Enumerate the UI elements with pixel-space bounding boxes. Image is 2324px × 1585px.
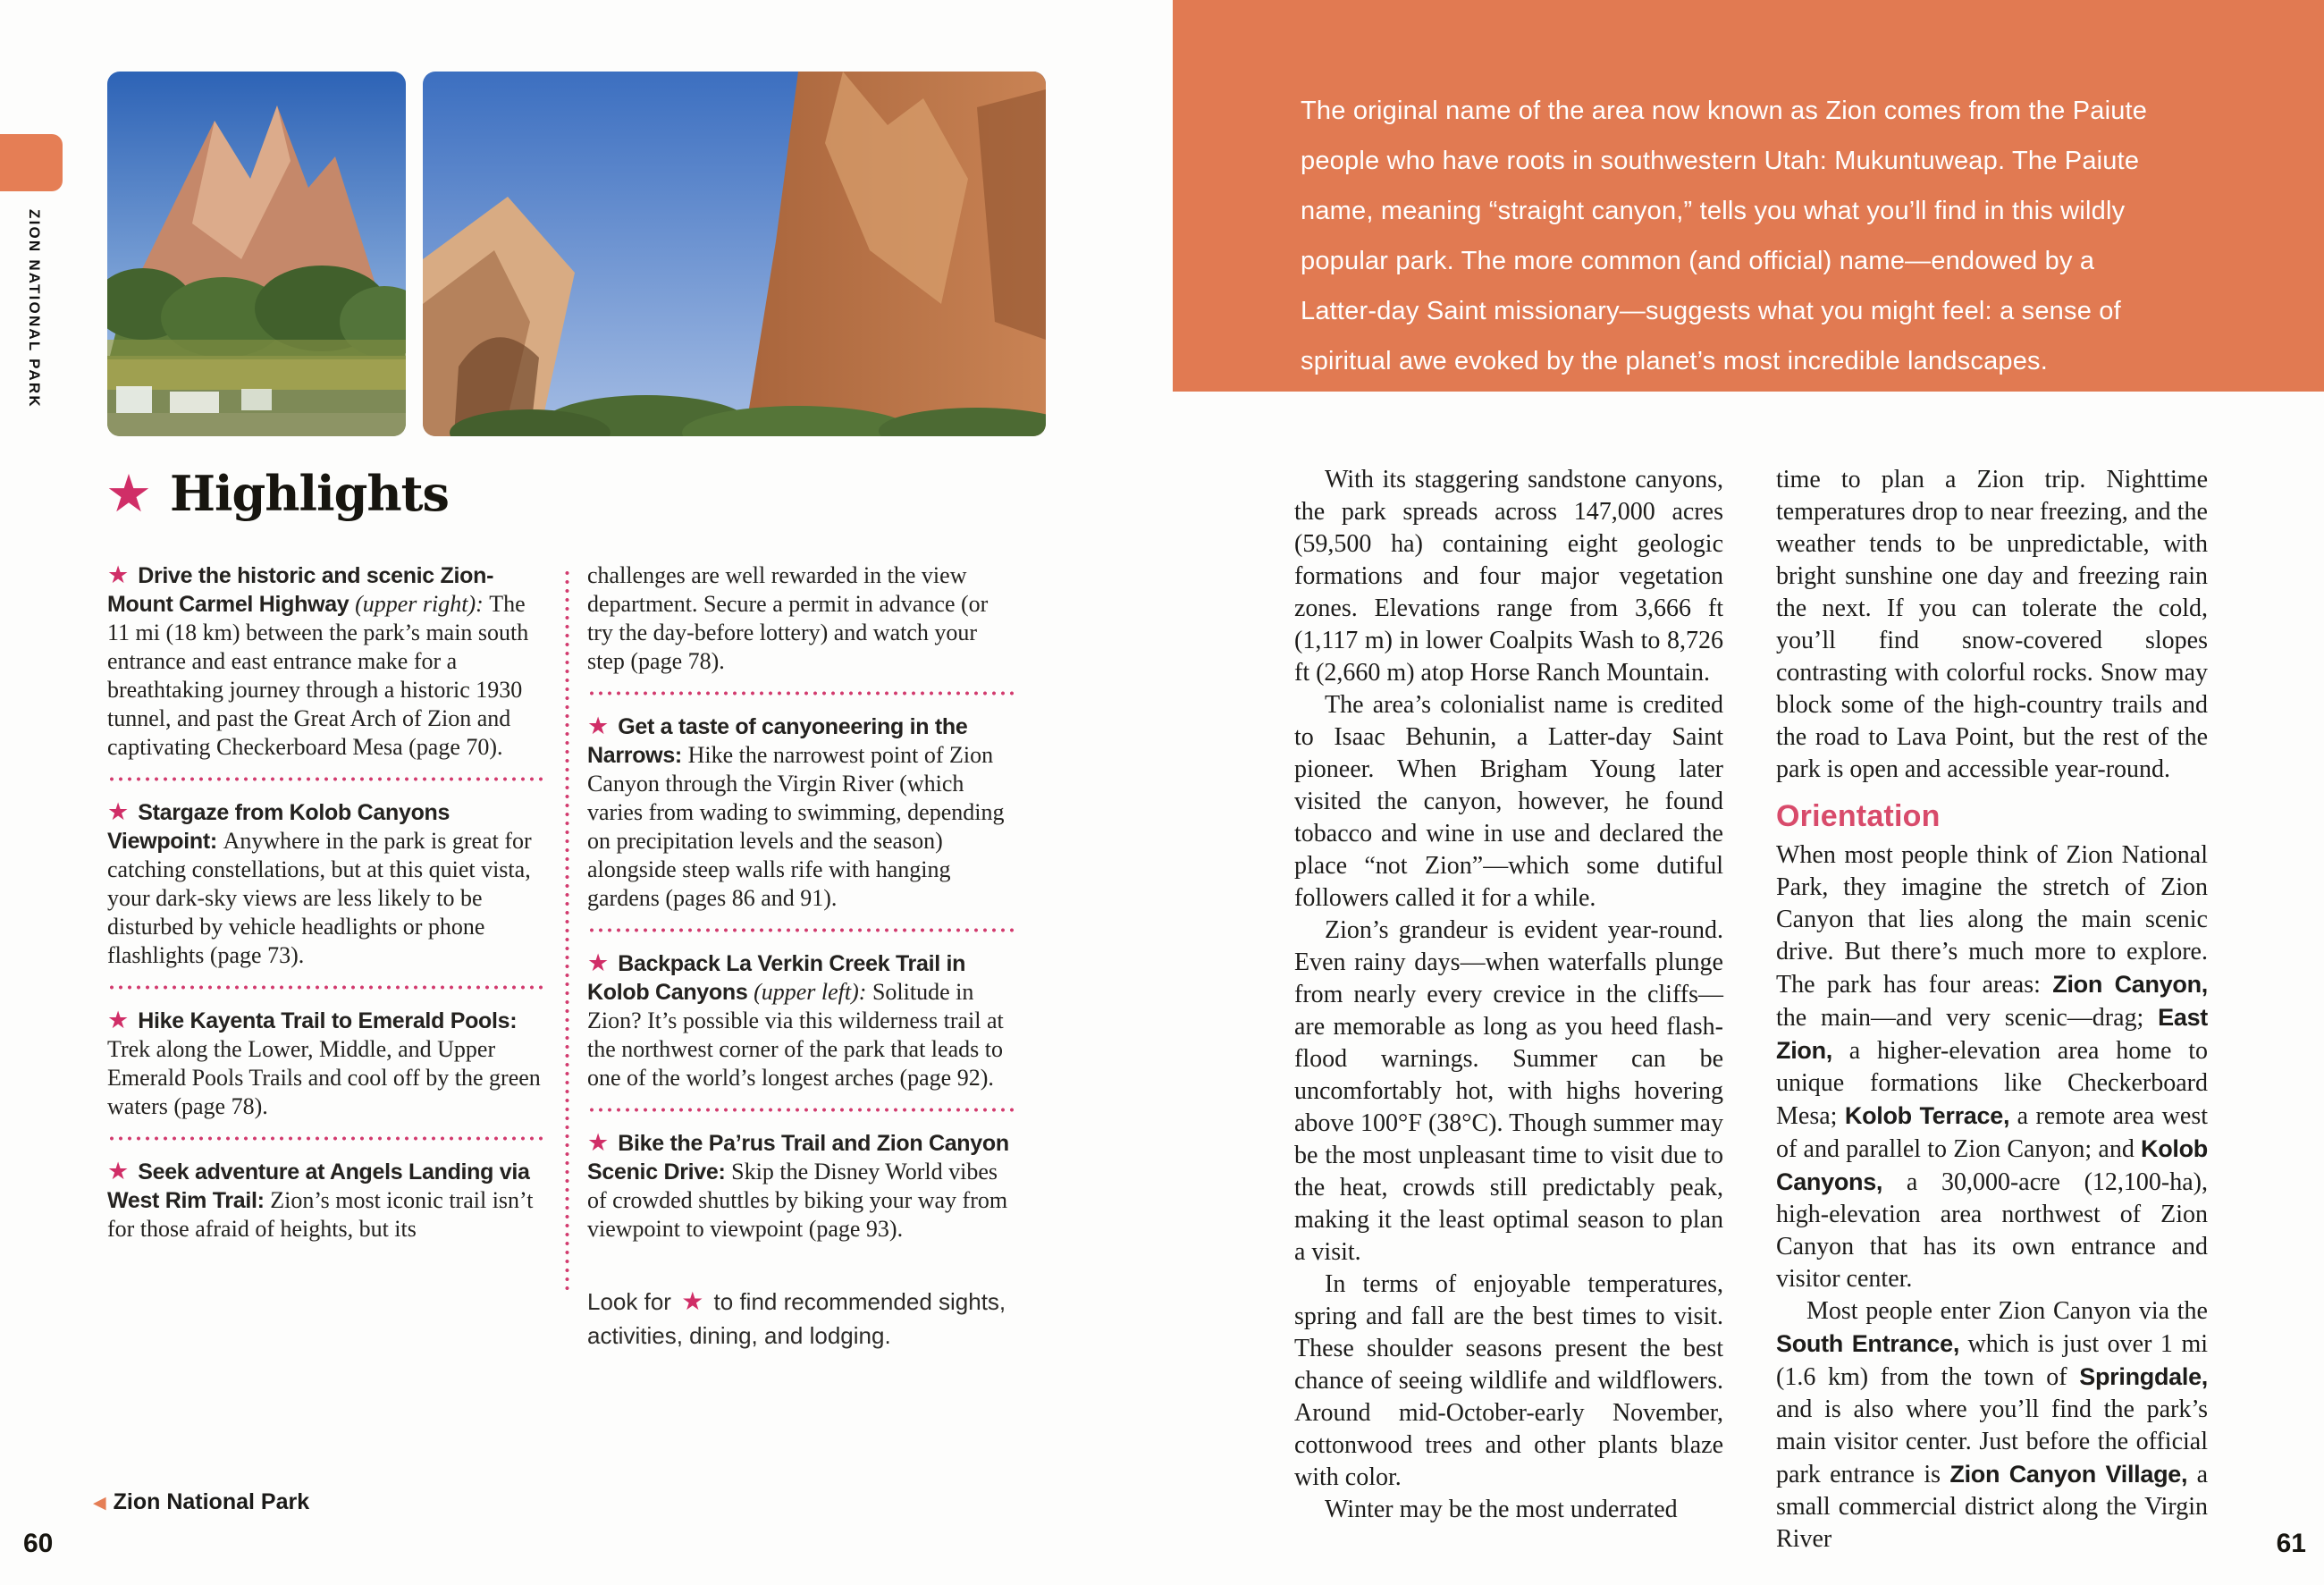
body-text: Trek along the Lower, Middle, and Upper Emerald Pools Trails and cool off by the green waters (page 78). — [107, 1036, 541, 1119]
highlight-item — [107, 798, 547, 970]
highlight-item — [107, 1007, 547, 1121]
body-column-1 — [1294, 464, 1723, 1526]
star-icon: ★ — [105, 463, 152, 524]
body-text: Solitude in Zion? It’s possible via this wilderness trail at the northwest corner of the park that leads to one of the world’s longest arches (page 92). — [587, 979, 1004, 1091]
body-text: Hike the narrowest point of Zion Canyon through the Virgin River (which varies from wading to swimming, depending on precipitation levels and the season) alongside steep walls rife with hanging gardens (pages 86 and 91). — [587, 742, 1005, 911]
bold-term: Springdale, — [2079, 1363, 2208, 1390]
body-text: which is just over 1 mi (1.6 km) from the town of — [1776, 1330, 2208, 1391]
photo-great-arch-canyon-walls — [423, 72, 1046, 436]
bold-term: Hike Kayenta Trail to Emerald Pools: — [138, 1008, 518, 1033]
paragraph — [1776, 839, 2208, 1295]
intro-callout-text: The original name of the area now known as Zion comes from the Paiute people who have roots in southwestern Utah: Mukuntuweap. The Paiute name, meaning “straight canyon,” tells you what you’ll find in this wildly popular park. The more common (and official) name—endowed by a Latter-day Saint missionary—suggests what you might feel: a sense of spiritual awe evoked by the planet’s most incredible landscapes. — [1301, 97, 2148, 375]
breadcrumb-label: Zion National Park — [113, 1489, 310, 1514]
body-text: The area’s colonialist name is credited to Isaac Behunin, a Latter-day Saint pioneer. When Brigham Young later visited the canyon, however, he found tobacco and wine in use and declared the place “not Zion”—which some dutiful followers called it for a while. — [1294, 691, 1723, 912]
bold-term: Zion Canyon, — [2052, 971, 2208, 998]
back-triangle-icon: ◀ — [93, 1492, 106, 1513]
paragraph — [1294, 464, 1723, 689]
star-icon: ★ — [107, 1007, 130, 1034]
body-text: In terms of enjoyable temperatures, spring and fall are the best times to visit. These shoulder seasons present the best chance of seeing wildlife and wildflowers. Around mid-October-early November, cottonwood trees and other plants blaze with color. — [1294, 1270, 1723, 1491]
body-text: a remote area west of and parallel to Zion Canyon; and — [1776, 1102, 2208, 1163]
dotted-separator — [107, 1136, 547, 1141]
highlight-item-continuation: challenges are well rewarded in the view department. Secure a permit in advance (or try the day-before lottery) and watch your step (page 78). — [587, 562, 989, 674]
page-number-right: 61 — [2276, 1529, 2306, 1558]
italic-note: (upper left): — [754, 979, 872, 1005]
chapter-edge-tab — [0, 134, 63, 191]
body-text: time to plan a Zion trip. Nighttime temperatures drop to near freezing, and the weather tends to be unpredictable, with bright sunshine one day and freezing rain the next. If you can tolerate the cold, you’ll find snow-covered slopes contrasting with colorful rocks. Snow may block some of the high-country trails and the road to Lava Point, but the rest of the park is open and accessible year-round. — [1776, 466, 2208, 783]
paragraph — [1294, 689, 1723, 915]
paragraph — [1776, 464, 2208, 786]
bold-term: Seek adventure at Angels Landing via West Rim Trail: — [107, 1159, 530, 1213]
highlight-item — [107, 561, 547, 762]
star-icon: ★ — [587, 1129, 610, 1157]
body-text: a 30,000-acre (12,100-ha), high-elevation area northwest of Zion Canyon that has its own entrance and visitor center. — [1776, 1168, 2208, 1293]
bold-term: Bike the Pa’rus Trail and Zion Canyon Scenic Drive: — [587, 1131, 1009, 1185]
chapter-vertical-label: ZION NATIONAL PARK — [26, 209, 43, 409]
photo-waterfall-below-sandstone-peak — [107, 72, 406, 436]
bold-term: Kolob Terrace, — [1844, 1102, 2010, 1129]
page-title: Highlights — [170, 465, 449, 522]
highlights-column-2 — [587, 561, 1015, 1353]
bold-term: Zion Canyon Village, — [1949, 1461, 2188, 1488]
body-text: Anywhere in the park is great for catching constellations, but at this quiet vista, your dark-sky views are less likely to be disturbed by vehicle headlights or phone flashlights (page 73). — [107, 828, 532, 968]
star-icon: ★ — [107, 1158, 130, 1185]
star-icon: ★ — [681, 1286, 704, 1316]
body-text: Winter may be the most underrated — [1325, 1496, 1678, 1523]
page-number-left: 60 — [23, 1529, 54, 1558]
italic-note: (upper right): — [355, 591, 490, 617]
bold-term: Get a taste of canyoneering in the Narrows: — [587, 714, 968, 768]
body-text: With its staggering sandstone canyons, the park spreads across 147,000 acres (59,500 ha) containing eight geologic formations and four major vegetation zones. Elevations range from 3,666 ft (1,117 m) in lower Coalpits Wash to 8,726 ft (2,660 m) atop Horse Ranch Mountain. — [1294, 466, 1723, 687]
body-text: Zion’s most iconic trail isn’t for those afraid of heights, but its — [107, 1187, 534, 1242]
dotted-separator — [107, 985, 547, 990]
body-text: When most people think of Zion National Park, they imagine the stretch of Zion Canyon that lies along the main scenic drive. But there’s much more to explore. The park has four areas: — [1776, 841, 2208, 999]
star-icon: ★ — [587, 949, 610, 977]
bold-term: Kolob Canyons, — [1776, 1135, 2208, 1195]
body-text: Most people enter Zion Canyon via the — [1806, 1297, 2208, 1325]
body-text: the main—and very scenic—drag; — [1776, 1004, 2159, 1032]
body-text: a higher-elevation area home to unique formations like Checkerboard Mesa; — [1776, 1037, 2208, 1130]
highlight-item — [587, 1129, 1015, 1244]
star-legend — [587, 1285, 1015, 1353]
column-divider-dotted — [565, 569, 569, 1294]
body-text: The 11 mi (18 km) between the park’s main south entrance and east entrance make for a breathtaking journey through a historic 1930 tunnel, and past the Great Arch of Zion and captivating Checkerboard Mesa (page 70). — [107, 591, 529, 760]
highlights-heading — [105, 465, 449, 522]
bold-term: South Entrance, — [1776, 1330, 1960, 1357]
paragraph — [1776, 1295, 2208, 1555]
orientation-heading: Orientation — [1776, 799, 1941, 833]
bold-term: Stargaze from Kolob Canyons Viewpoint: — [107, 800, 450, 854]
dotted-separator — [587, 928, 1015, 932]
body-column-2 — [1776, 464, 2208, 1555]
breadcrumb — [93, 1489, 309, 1515]
legend-text-pre: Look for — [587, 1288, 671, 1315]
highlights-column-1 — [107, 561, 547, 1244]
highlight-item — [587, 949, 1015, 1092]
bold-term: East Zion, — [1776, 1004, 2208, 1064]
dotted-separator — [587, 691, 1015, 696]
paragraph — [1294, 915, 1723, 1269]
body-text: a small commercial district along the Virgin River — [1776, 1461, 2208, 1553]
bold-term: Backpack La Verkin Creek Trail in Kolob Canyons — [587, 951, 966, 1005]
body-text: and is also where you’ll find the park’s main visitor center. Just before the official park entrance is — [1776, 1395, 2208, 1488]
star-icon: ★ — [587, 712, 610, 740]
star-icon: ★ — [107, 561, 130, 589]
dotted-separator — [107, 777, 547, 781]
body-text: Skip the Disney World vibes of crowded shuttles by biking your way from viewpoint to viewpoint (page 93). — [587, 1159, 1008, 1242]
highlight-item — [587, 712, 1015, 913]
star-icon: ★ — [107, 798, 130, 826]
body-text: Zion’s grandeur is evident year-round. Even rainy days—when waterfalls plunge from nearly every crevice in the cliffs—are memorable as long as you heed flash-flood warnings. Summer can be uncomfortably hot, with highs hovering above 100°F (38°C). Though summer may be the most unpleasant time to visit due to the heat, crowds still predictably peak, making it the least optimal season to plan a visit. — [1294, 916, 1723, 1266]
bold-term: Drive the historic and scenic Zion-Mount Carmel Highway — [107, 563, 494, 617]
paragraph — [1294, 1269, 1723, 1494]
paragraph — [1294, 1494, 1723, 1526]
dotted-separator — [587, 1108, 1015, 1112]
intro-callout-box — [1173, 0, 2324, 392]
legend-text-post: to find recommended sights, activities, dining, and lodging. — [587, 1288, 1006, 1349]
highlight-item — [107, 1158, 547, 1244]
